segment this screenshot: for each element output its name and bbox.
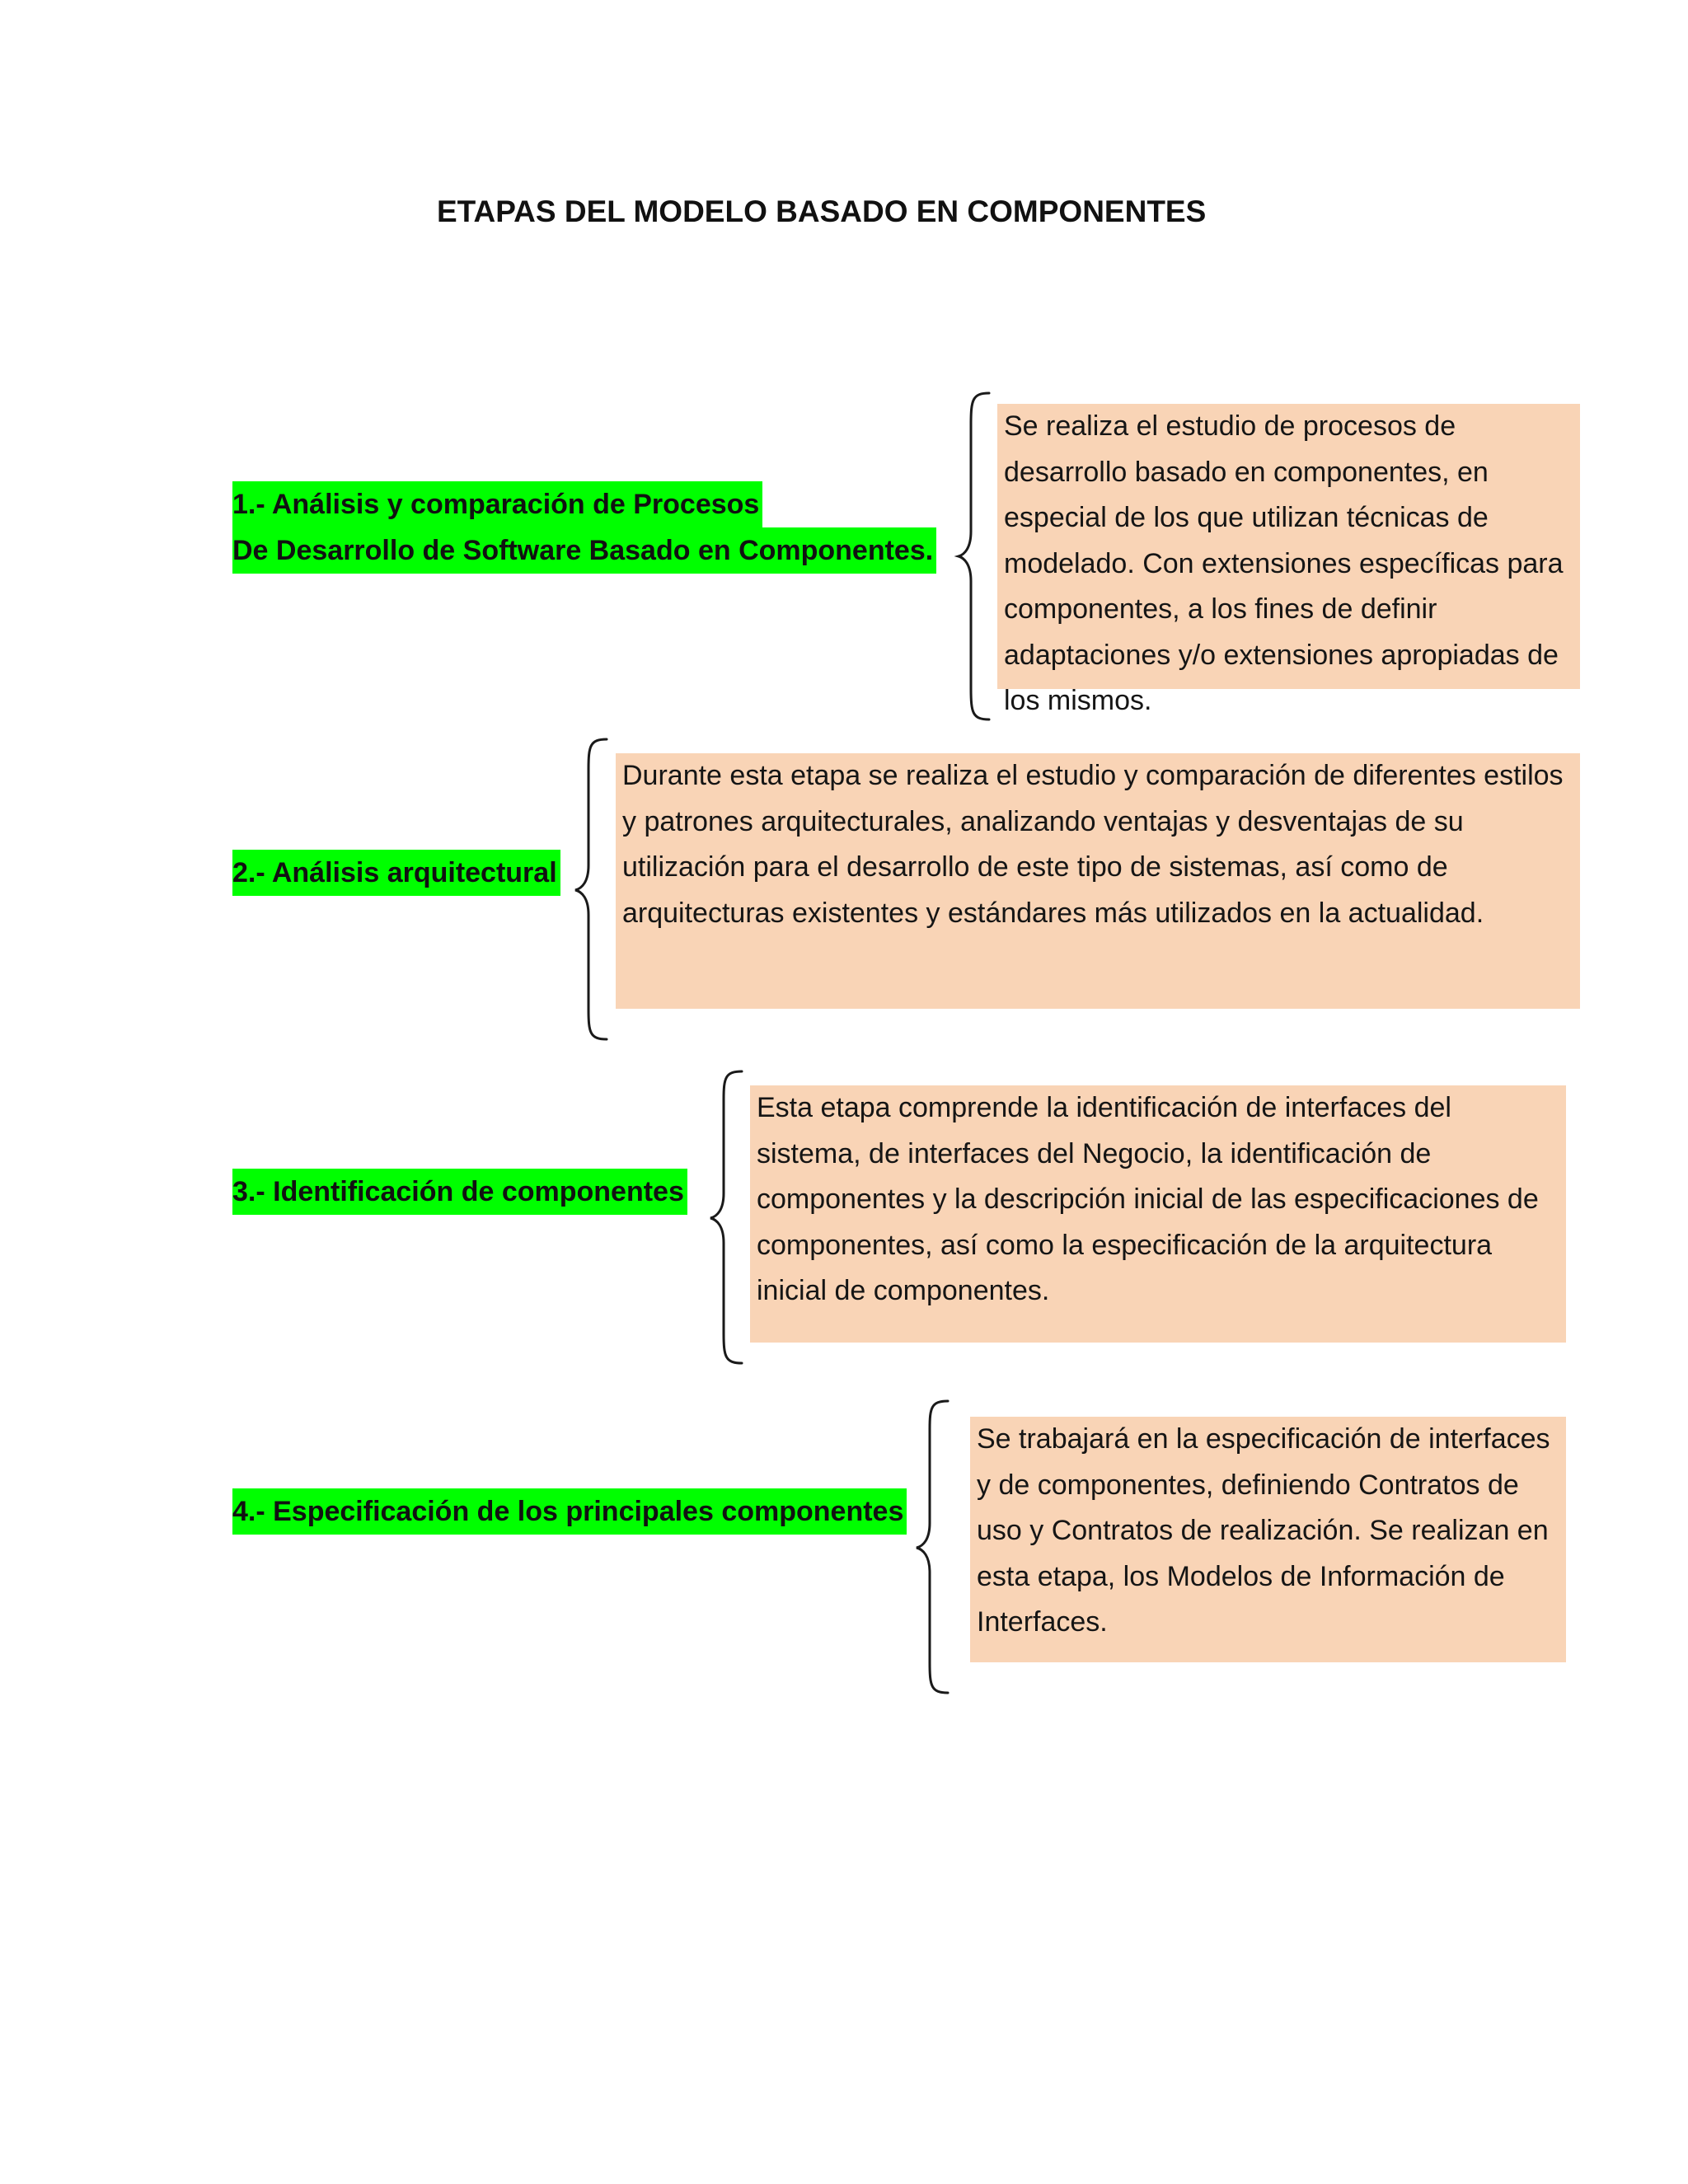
stage-2-label <box>232 850 560 896</box>
stage-4-description: Se trabajará en la especificación de interfaces y de componentes, definiendo Contratos de uso y Contratos de realización. Se realizan en esta etapa, los Modelos de Información de Interfaces. <box>970 1417 1566 1662</box>
stage-4-label <box>232 1488 907 1535</box>
stage-1-label-line-1: 1.- Análisis y comparación de Procesos <box>232 481 762 527</box>
page-title: ETAPAS DEL MODELO BASADO EN COMPONENTES <box>437 194 1207 228</box>
stage-3-label-line-1: 3.- Identificación de componentes <box>232 1169 687 1215</box>
stage-4-label-line-1: 4.- Especificación de los principales componentes <box>232 1488 907 1535</box>
stage-2-label-line-1: 2.- Análisis arquitectural <box>232 850 560 896</box>
stage-1-description: Se realiza el estudio de procesos de desarrollo basado en componentes, en especial de los que utilizan técnicas de modelado. Con extensiones específicas para componentes, a los fines de definir adaptaciones y/o extensiones apropiadas de los mismos. <box>997 404 1580 689</box>
stage-3-description: Esta etapa comprende la identificación de interfaces del sistema, de interfaces del Negocio, la identificación de componentes y la descripción inicial de las especificaciones de componentes, así como la especificación de la arquitectura inicial de componentes. <box>750 1085 1566 1343</box>
stage-1-label <box>232 481 936 574</box>
stage-1-label-line-2: De Desarrollo de Software Basado en Componentes. <box>232 527 936 574</box>
stage-3-label <box>232 1169 687 1215</box>
stage-2-description: Durante esta etapa se realiza el estudio y comparación de diferentes estilos y patrones arquitecturales, analizando ventajas y desventajas de su utilización para el desarrollo de este tipo de sistemas, así como de arquitecturas existentes y estándares más utilizados en la actualidad. <box>616 753 1580 1009</box>
stage-4-brace <box>913 1399 979 1696</box>
